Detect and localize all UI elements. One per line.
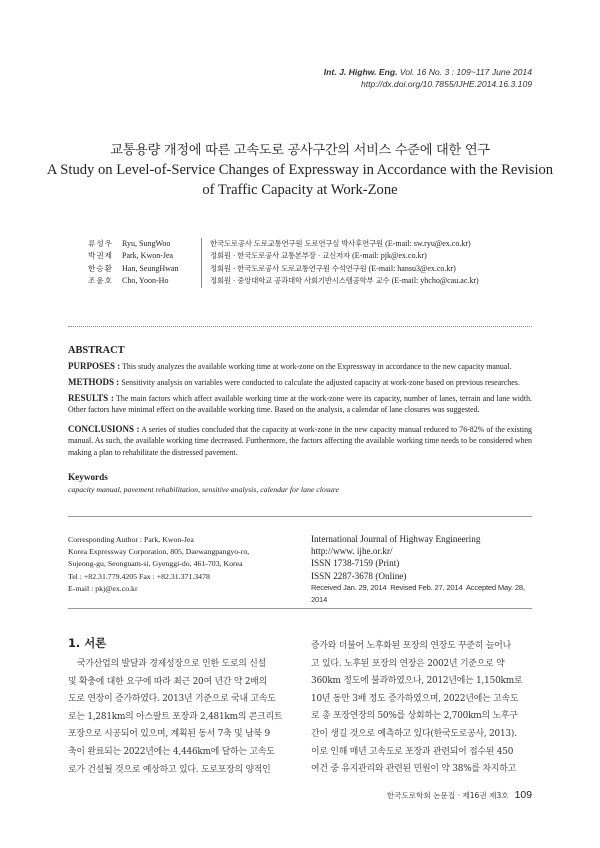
journal-url[interactable]: http://www. ijhe.or.kr/ [311,546,393,557]
text-line: 로는 1,281km의 아스팔트 포장과 2,481km의 콘크리트 [68,711,283,722]
results-label: RESULTS : [68,393,114,403]
footer-journal: 한국도로학회 논문집 · 제16권 제3호 [386,791,509,800]
journal-header [324,66,532,90]
author-list [88,238,479,288]
journal-citation [324,66,532,78]
volume-pages: Vol. 16 No. 3 : 109~117 June 2014 [399,67,532,77]
doi-link[interactable]: http://dx.doi.org/10.7855/IJHE.2014.16.3.109 [360,79,532,89]
section-heading: 1. 서론 [68,636,107,650]
correspondence-block [68,534,298,595]
author-affiliation: 한국도로공사 도로교통연구원 도로연구실 박사후연구원 (E-mail: sw.ryu@ex.co.kr) [210,239,471,248]
text-line: 및 확충에 대한 요구에 따라 최근 20여 년간 약 2배의 [68,676,268,687]
text-line: 360km 정도에 불과하였으나, 2012년에는 1,150km로 [311,676,523,687]
author-affiliation: 정회원 · 한국도로공사 도로교통연구원 수석연구원 (E-mail: hansu3@ex.co.kr) [210,263,456,273]
text-line: 여건 중 유지관리와 관련된 민원이 약 38%를 차지하고 [311,764,516,775]
author-affiliation: 정회원 · 한국도로공사 교통본부장 · 교신저자 (E-mail: pjk@ex.co.kr) [210,251,427,261]
methods-label: METHODS : [68,377,120,387]
text-line: 로가 건설될 것으로 예상하고 있다. 도로포장의 양적인 [68,764,271,775]
author-name-en: Park, Kwon-Jea [122,251,174,261]
text-line: 간이 생길 것으로 예측하고 있다(한국도로공사, 2013). [311,728,517,739]
author-name-ko: 조윤호 [88,276,114,286]
text-line: 증가와 더불어 노후화된 포장의 연장도 꾸준히 늘어나 [311,641,511,651]
author-name-ko: 박권제 [88,251,114,261]
corr-address: Sujeong-gu, Seongnam-si, Gyenggi-do, 461-703, Korea [68,559,243,569]
author-email[interactable]: (E-mail: sw.ryu@ex.co.kr) [385,239,471,248]
abstract-purposes: PURPOSES : This study analyzes the available working time at work-zone on the Expressway in accordance to the new capacity manual. [68,361,512,371]
text-line: 10년 동안 3배 정도 증가하였으며, 2022년에는 고속도 [311,693,519,704]
abstract-heading: ABSTRACT [68,345,125,356]
page-footer [387,790,532,801]
author-row [88,238,479,250]
author-row [88,275,479,287]
journal-info-block [311,533,541,606]
corr-author: Corresponding Author : Park, Kwon-Jea [68,535,194,544]
author-name-en: Han, SeungHwan [122,263,179,273]
text-line: 로 총 포장연장의 50%를 상회하는 2,700km의 노후구 [311,711,518,722]
title-korean: 교통용량 개정에 따른 고속도로 공사구간의 서비스 수준에 대한 연구 [110,143,490,158]
abstract-results: RESULTS : The main factors which affect available working time at the work-zone were its capacity, number of lanes, terrain and lane width. Other factors have minimal effect on the available working time. Based on the analysis, a calendar of lane closures was suggested. [68,393,532,415]
text-line: 포장으로 시공되어 있으며, 계획된 동서 7축 및 남북 9 [68,729,270,740]
text-line: 고 있다. 노후된 포장의 연장은 2002년 기준으로 약 [311,658,505,669]
author-email[interactable]: (E-mail: hansu3@ex.co.kr) [368,263,456,273]
intro-right-column [311,638,533,779]
text-line: 국가산업의 발달과 경제성장으로 인한 도로의 신설 [77,659,266,669]
issn-online: ISSN 2287-3678 (Online) [311,570,407,581]
conclusions-label: CONCLUSIONS : [68,424,140,434]
author-name-ko: 류성우 [88,239,114,248]
horizontal-rule [68,516,532,517]
text-line: 이로 인해 매년 고속도로 포장과 관련되어 접수된 450 [311,746,514,757]
keywords-text: capacity manual, pavement rehabilitation, sensitive analysis, calendar for lane closure [68,485,339,494]
corr-phone: Tel : +82.31.779.4205 Fax : +82.31.371.3478 [68,571,210,581]
page-number: 109 [514,790,532,801]
intro-left-column [68,656,294,779]
text-line: 도로 연장이 증가하였다. 2013년 기준으로 국내 고속도 [68,694,276,705]
author-email[interactable]: (E-mail: pjk@ex.co.kr) [352,251,427,261]
corr-email[interactable]: E-mail : pkj@ex.co.kr [68,583,138,593]
issn-print: ISSN 1738-7159 (Print) [311,558,400,569]
author-name-en: Ryu, SungWoo [122,239,171,248]
author-name-en: Cho, Yoon-Ho [122,276,169,286]
author-name-ko: 한승환 [88,263,114,273]
purposes-label: PURPOSES : [68,361,121,371]
received-dates: Received Jan. 29, 2014 Revised Feb. 27, 2014 Accepted May. 28, 2014 [311,582,525,605]
author-row [88,250,479,262]
horizontal-rule [68,608,532,609]
keywords-heading: Keywords [68,472,108,482]
author-email[interactable]: (E-mail: yhcho@cau.ac.kr) [391,276,479,286]
title-english-line2: of Traffic Capacity at Work-Zone [202,182,398,198]
abstract-methods: METHODS : Sensitivity analysis on variables were conducted to calculate the adjusted capacity at work-zone based on previous researches. [68,377,520,387]
corr-address: Korea Expressway Corporation, 805, Daewangpangyo-ro, [68,547,250,557]
abstract-conclusions: CONCLUSIONS : A series of studies concluded that the capacity at work-zone in the new capacity manual reduced to 76-82% of the existing manual. As such, the available working time decreased. Furthermore, the factors affecting the available working time needs to be considered when making a plan to rehabilitate the distressed pavement. [68,424,533,457]
journal-full-name: International Journal of Highway Engineering [311,534,481,544]
journal-name: Int. J. Highw. Eng. [323,67,398,77]
author-affiliation: 정회원 · 중앙대학교 공과대학 사회기반시스템공학부 교수 (E-mail: yhcho@cau.ac.kr) [210,276,479,286]
text-line: 축이 완료되는 2022년에는 4,446km에 달하는 고속도 [68,746,275,757]
title-english-line1: A Study on Level-of-Service Changes of Expressway in Accordance with the Revision [46,162,554,178]
dotted-divider [68,326,532,327]
author-row [88,263,479,275]
